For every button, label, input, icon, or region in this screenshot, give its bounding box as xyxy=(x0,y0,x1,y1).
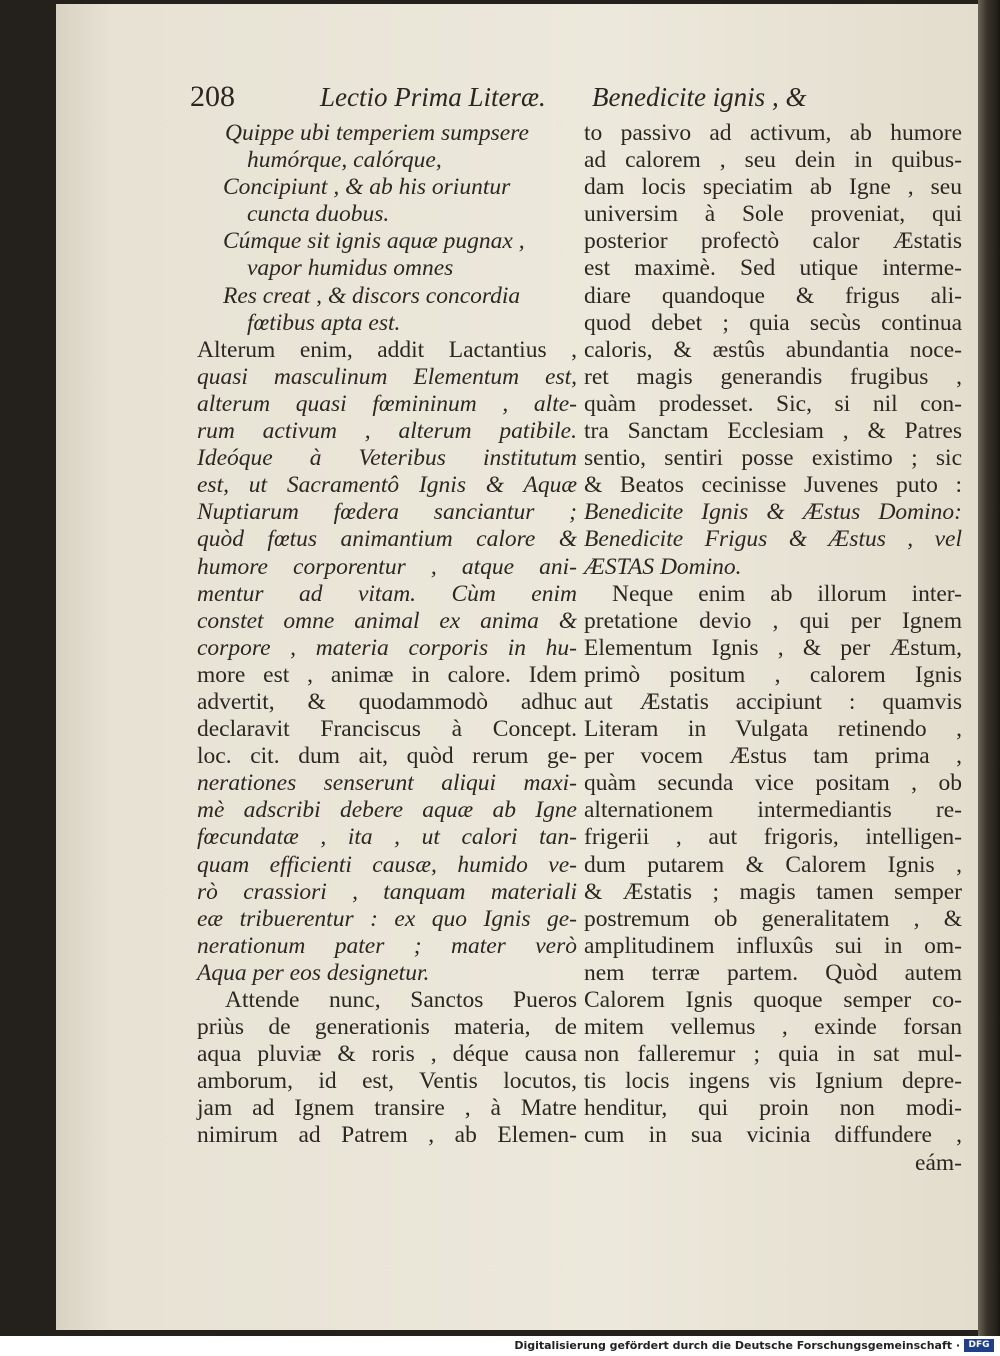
text-line: eám- xyxy=(915,1149,962,1176)
page-edge-shadow xyxy=(978,0,1000,1336)
right-column xyxy=(584,120,962,1177)
text-line: dam locis speciatim ab Igne , seu xyxy=(584,174,962,201)
text-line: frigerii , aut frigoris, intelligen- xyxy=(584,824,962,851)
text-line: Ideóque à Veteribus institutum xyxy=(197,445,577,472)
text-line: fœcundatæ , ita , ut calori tan- xyxy=(197,824,577,851)
text-line: cuncta duobus. xyxy=(247,201,390,228)
text-line: rum activum , alterum patibile. xyxy=(197,418,577,445)
text-line: Res creat , & discors concordia xyxy=(223,282,521,309)
text-line: tra Sanctam Ecclesiam , & Patres xyxy=(584,418,962,445)
text-line: Cúmque sit ignis aquæ pugnax , xyxy=(223,228,525,255)
text-line: humore corporentur , atque ani- xyxy=(197,553,577,580)
text-line: Nuptiarum fœdera sanciantur ; xyxy=(197,499,577,526)
text-line: mitem vellemus , exinde forsan xyxy=(584,1014,962,1041)
page-number: 208 xyxy=(190,80,235,113)
text-line: nem terræ partem. Quòd autem xyxy=(584,959,962,986)
funding-note: Digitalisierung gefördert durch die Deutsche Forschungsgemeinschaft · xyxy=(514,1339,960,1352)
text-line: nerationum pater ; mater verò xyxy=(197,932,577,959)
text-line: more est , animæ in calore. Idem xyxy=(197,661,577,688)
text-line: corpore , materia corporis in hu- xyxy=(197,634,577,661)
text-line: est, ut Sacramentô Ignis & Aquæ xyxy=(197,472,577,499)
text-line: rò crassiori , tanquam materiali xyxy=(197,878,577,905)
text-line: Elementum Ignis , & per Æstum, xyxy=(584,634,962,661)
running-title: Lectio Prima Literæ. xyxy=(320,82,546,112)
text-line: advertit, & quodammodò adhuc xyxy=(197,688,577,715)
text-line: & Beatos cecinisse Juvenes puto : xyxy=(584,472,962,499)
text-line: dum putarem & Calorem Ignis , xyxy=(584,851,962,878)
text-line: declaravit Franciscus à Concept. xyxy=(197,716,577,743)
text-line: constet omne animal ex anima & xyxy=(197,607,577,634)
text-line: quod debet ; quia secùs continua xyxy=(584,309,962,336)
text-line: postremum ob generalitatem , & xyxy=(584,905,962,932)
text-line: alterum quasi fœmininum , alte- xyxy=(197,390,577,417)
text-line: aqua pluviæ & roris , déque causa xyxy=(197,1041,577,1068)
text-line: Literam in Vulgata retinendo , xyxy=(584,716,962,743)
text-line: aut Æstatis accipiunt : quamvis xyxy=(584,688,962,715)
text-line: amborum, id est, Ventis locutos, xyxy=(197,1068,577,1095)
text-line: ÆSTAS Domino. xyxy=(584,553,742,580)
text-line: to passivo ad activum, ab humore xyxy=(584,120,962,146)
text-line: universim à Sole proveniat, qui xyxy=(584,201,962,228)
text-line: mentur ad vitam. Cùm enim xyxy=(197,580,577,607)
text-line: jam ad Ignem transire , à Matre xyxy=(197,1095,577,1122)
text-line: primò positum , calorem Ignis xyxy=(584,661,962,688)
text-line: loc. cit. dum ait, quòd rerum ge- xyxy=(197,743,577,770)
text-line: cum in sua vicinia diffundere , xyxy=(584,1122,962,1149)
text-line: non falleremur ; quia in sat mul- xyxy=(584,1041,962,1068)
text-line: amplitudinem influxûs sui in om- xyxy=(584,932,962,959)
text-line: sentio, sentiri posse existimo ; sic xyxy=(584,445,962,472)
text-line: alternationem intermediantis re- xyxy=(584,797,962,824)
text-line: fœtibus apta est. xyxy=(247,309,401,336)
text-line: est maximè. Sed utique interme- xyxy=(584,255,962,282)
text-line: quasi masculinum Elementum est, xyxy=(197,363,577,390)
text-line: quòd fœtus animantium calore & xyxy=(197,526,577,553)
text-line: ad calorem , seu dein in quibus- xyxy=(584,147,962,174)
text-line: eæ tribuerentur : ex quo Ignis ge- xyxy=(197,905,577,932)
text-line: nimirum ad Patrem , ab Elemen- xyxy=(197,1122,577,1149)
text-line: & Æstatis ; magis tamen semper xyxy=(584,878,962,905)
text-line: humórque, calórque, xyxy=(247,147,442,174)
text-line: nerationes senserunt aliqui maxi- xyxy=(197,770,577,797)
text-line: Quippe ubi temperiem sumpsere xyxy=(225,120,529,146)
text-line: posterior profectò calor Æstatis xyxy=(584,228,962,255)
text-line: Concipiunt , & ab his oriuntur xyxy=(223,174,511,201)
text-line: caloris, & æstûs abundantia noce- xyxy=(584,336,962,363)
text-line: Attende nunc, Sanctos Pueros xyxy=(225,987,577,1013)
footer-bar xyxy=(0,1336,1000,1356)
text-line: mè adscribi debere aquæ ab Igne xyxy=(197,797,577,824)
text-line: quam efficienti causæ, humido ve- xyxy=(197,851,577,878)
text-line: pretatione devio , qui per Ignem xyxy=(584,607,962,634)
catchword-top: Benedicite ignis , & xyxy=(592,82,807,112)
page-header xyxy=(190,78,840,118)
text-line: Benedicite Ignis & Æstus Domino: xyxy=(584,499,962,526)
text-line: tis locis ingens vis Ignium depre- xyxy=(584,1068,962,1095)
text-line: ret magis generandis frugibus , xyxy=(584,363,962,390)
text-line: priùs de generationis materia, de xyxy=(197,1014,577,1041)
left-column xyxy=(197,120,577,1150)
text-line: quàm prodesset. Sic, si nil con- xyxy=(584,390,962,417)
text-line: Neque enim ab illorum inter- xyxy=(612,580,962,607)
text-line: Alterum enim, addit Lactantius , xyxy=(197,336,577,363)
text-line: diare quandoque & frigus ali- xyxy=(584,282,962,309)
text-line: per vocem Æstus tam prima , xyxy=(584,743,962,770)
dfg-logo: DFG xyxy=(964,1339,994,1352)
text-line: vapor humidus omnes xyxy=(247,255,454,282)
text-line: Benedicite Frigus & Æstus , vel xyxy=(584,526,962,553)
text-line: Calorem Ignis quoque semper co- xyxy=(584,987,962,1013)
text-line: quàm secunda vice positam , ob xyxy=(584,770,962,797)
text-line: henditur, qui proin non modi- xyxy=(584,1095,962,1122)
text-line: Aqua per eos designetur. xyxy=(197,959,430,986)
